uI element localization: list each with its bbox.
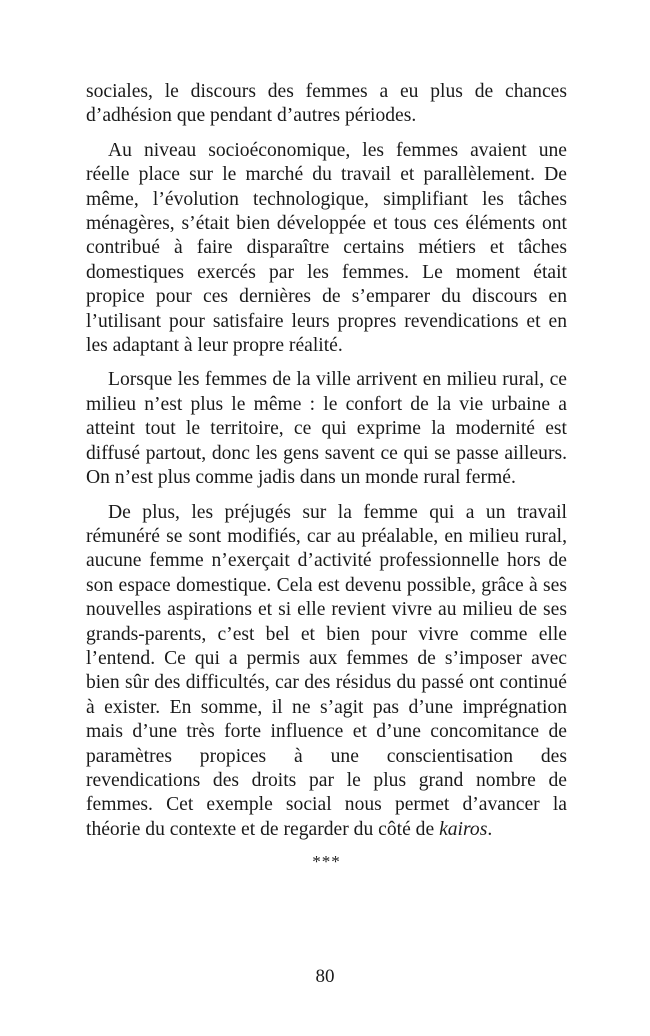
paragraph-3: Lorsque les femmes de la ville arrivent en milieu rural, ce milieu n’est plus le même : le confort de la vie urbaine a atteint tout le territoire, ce qui exprime la modernité est diffusé partout, donc les gens savent ce qui se passe ailleurs. On n’est plus comme jadis dans un monde rural fermé. <box>86 369 567 489</box>
page-number: 80 <box>315 966 335 987</box>
kairos-italic: kairos <box>439 818 488 840</box>
paragraph-2: Au niveau socioéconomique, les femmes avaient une réelle place sur le marché du travail et parallèlement. De même, l’évolution technologique, simplifiant les tâches ménagères, s’était bien développée et tous ces éléments ont contribué à faire disparaître certains métiers et tâches domestiques exercés par les femmes. Le moment était propice pour ces dernières de s’emparer du discours en l’utilisant pour satisfaire leurs propres revendications et en les adaptant à leur propre réalité. <box>86 139 567 357</box>
paragraph-4-text: De plus, les préjugés sur la femme qui a un travail rémunéré se sont modifiés, car au préalable, en milieu rural, aucune femme n’exerçait d’activité professionnelle hors de son espace domestique. Cela est devenu possible, grâce à ses nouvelles aspirations et si elle revient vivre au milieu de ses grands-parents, c’est bel et bien pour vivre comme elle l’entend. Ce qui a permis aux femmes de s’imposer avec bien sûr des difficultés, car des résidus du passé ont continué à exister. En somme, il ne s’agit pas d’une imprégnation mais d’une très forte influence et d’une concomitance de paramètres propices à une conscientisation des revendications des droits par le plus grand nombre de femmes. Cet exemple social nous permet d’avancer la théorie du contexte et de regarder du côté de <box>86 501 567 840</box>
section-separator: *** <box>312 852 341 872</box>
paragraph-4 <box>86 501 567 843</box>
paragraph-4-end: . <box>487 818 493 840</box>
paragraph-1: sociales, le discours des femmes a eu plus de chances d’adhésion que pendant d’autres périodes. <box>86 81 567 127</box>
page-body <box>86 80 567 872</box>
